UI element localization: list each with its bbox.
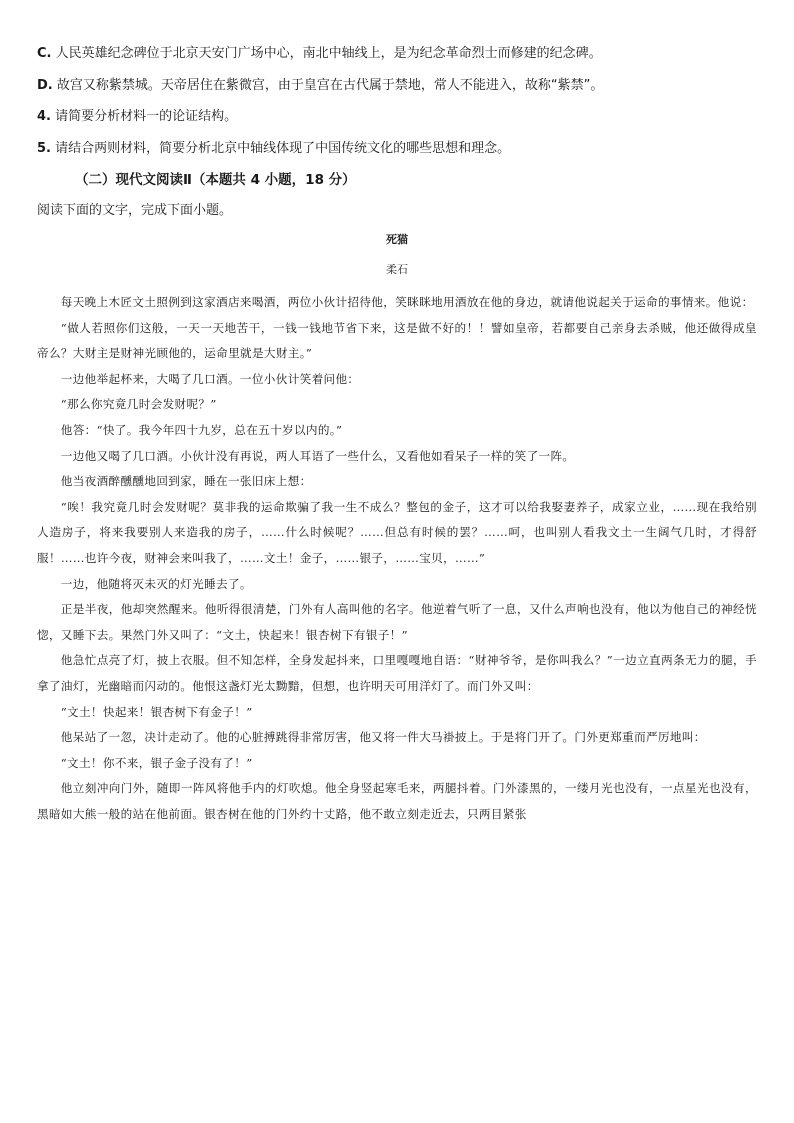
question-5 xyxy=(37,139,767,159)
story-body xyxy=(37,290,757,827)
question-4-text: 请简要分析材料一的论证结构。 xyxy=(55,109,238,124)
story-paragraph: 他呆站了一忽，决计走动了。他的心脏搏跳得非常厉害，他又将一件大马褂披上。于是将门开了。门外更郑重而严厉地叫： xyxy=(60,730,706,745)
story-paragraph: “文土！你不来，银子金子没有了！” xyxy=(60,755,253,770)
story-paragraph: 他答：“快了。我今年四十九岁，总在五十岁以内的。” xyxy=(60,422,343,437)
story-author: 柔石 xyxy=(386,263,408,276)
story-paragraph: 正是半夜，他却突然醒来。他听得很清楚，门外有人高叫他的名字。他逆着气听了一息，又什么声响也没有，他以为他自己的神经恍惚，又睡下去。果然门外又叫了：“文土，快起来！银杏树下有银子！” xyxy=(37,602,757,642)
reading-instruction: 阅读下面的文字，完成下面小题。 xyxy=(37,203,233,218)
story-paragraph: 一边他举起杯来，大喝了几口酒。一位小伙计笑着问他： xyxy=(60,371,360,386)
story-paragraph: “唉！我究竟几时会发财呢？莫非我的运命欺骗了我一生不成么？整包的金子，这才可以给我娶妻养子，成家立业，……现在我给别人造房子，将来我要别人来造我的房子，……什么时候呢？……但总有时候的罢？……呵，也叫别人看我文土一生阔气几时，才得舒服！……也许今夜，财神会来叫我了，……文土！金子，……银子，……宝贝，……” xyxy=(37,499,757,565)
story-paragraph: “文土！快起来！银杏树下有金子！” xyxy=(60,704,253,719)
option-c-text: 人民英雄纪念碑位于北京天安门广场中心，南北中轴线上，是为纪念革命烈士而修建的纪念碑。 xyxy=(55,46,602,61)
story-paragraph: 他立刻冲向门外，随即一阵风将他手内的灯吹熄。他全身竖起寒毛来，两腿抖着。门外漆黑的，一缕月光也没有，一点星光也没有，黑暗如大熊一般的站在他前面。银杏树在他的门外约十丈路，他不敢立刻走近去，只两目紧张 xyxy=(37,781,757,821)
story-paragraph: “做人若照你们这般，一天一天地苦干，一钱一钱地节省下来，这是做不好的！！譬如皇帝，若都要自己亲身去杀贼，他还做得成皇帝么？大财主是财神光顾他的，运命里就是大财主。” xyxy=(37,320,757,361)
option-d-text: 故宫又称紫禁城。天帝居住在紫微宫，由于皇宫在古代属于禁地，常人不能进入，故称“紫禁”。 xyxy=(56,78,604,93)
question-5-text: 请结合两则材料，简要分析北京中轴线体现了中国传统文化的哪些思想和理念。 xyxy=(55,141,511,156)
story-paragraph: 每天晚上木匠文土照例到这家酒店来喝酒，两位小伙计招待他，笑眯眯地用酒放在他的身边，就请他说起关于运命的事情来。他说： xyxy=(60,295,754,309)
story-title: 死猫 xyxy=(386,233,408,246)
option-d xyxy=(37,76,767,96)
option-c-label: C. xyxy=(37,46,52,61)
question-5-number: 5. xyxy=(37,141,51,156)
option-d-label: D. xyxy=(37,78,53,93)
option-c xyxy=(37,44,767,64)
story-paragraph: “那么你究竟几时会发财呢？” xyxy=(60,397,217,412)
story-paragraph: 他急忙点亮了灯，披上衣服。但不知怎样，全身发起抖来，口里嘎嘎地自语：“财神爷爷，是你叫我么？”一边立直两条无力的腿，手拿了油灯，光幽暗而闪动的。他恨这盏灯光太黝黯，但想，也许明天可用洋灯了。而门外又叫： xyxy=(37,653,757,693)
story-paragraph: 他当夜酒醉醺醺地回到家，睡在一张旧床上想： xyxy=(60,474,312,489)
story-paragraph: 一边他又喝了几口酒。小伙计没有再说，两人耳语了一些什么，又看他如看呆子一样的笑了一阵。 xyxy=(60,448,575,463)
question-4-number: 4. xyxy=(37,109,51,124)
question-4 xyxy=(37,107,767,127)
section-title: （二）现代文阅读Ⅱ（本题共 4 小题，18 分） xyxy=(75,172,356,188)
story-paragraph: 一边，他随将灭未灭的灯光睡去了。 xyxy=(60,576,252,591)
